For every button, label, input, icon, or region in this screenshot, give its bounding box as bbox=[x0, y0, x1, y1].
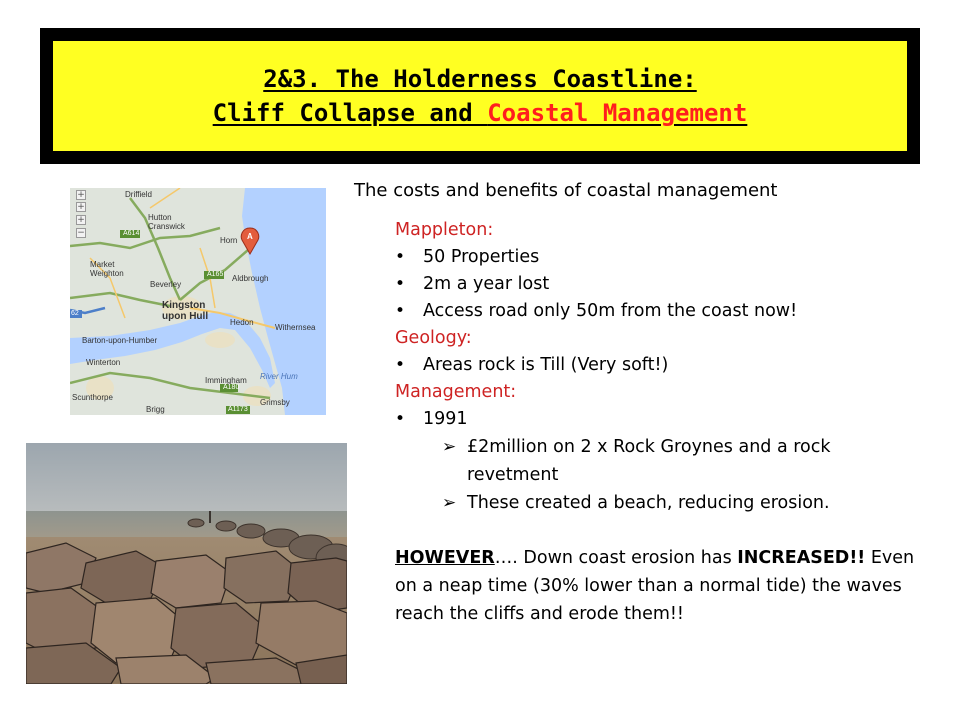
arrow-bullet-icon: ➢ bbox=[442, 493, 457, 513]
list-item: • 50 Properties bbox=[395, 244, 925, 271]
map-label-hutton-cranswick: Hutton Cranswick bbox=[148, 213, 185, 231]
list-item: • 1991 bbox=[395, 406, 925, 433]
map-label-barton: Barton-upon-Humber bbox=[82, 336, 158, 345]
arrow-bullet-icon: ➢ bbox=[442, 437, 457, 457]
geology-heading: Geology: bbox=[395, 328, 472, 348]
holderness-map-image bbox=[70, 188, 326, 415]
map-road-a165: A165 bbox=[207, 271, 224, 278]
map-road-a1173: A1173 bbox=[228, 406, 248, 413]
sub-list-item bbox=[395, 433, 925, 489]
map-label-hedon: Hedon bbox=[230, 318, 254, 327]
map-label-hornsea: Horn bbox=[220, 236, 238, 245]
sub-list-item-text: £2million on 2 x Rock Groynes and a rock revetment bbox=[467, 437, 831, 485]
map-zoom-out-button[interactable]: − bbox=[77, 228, 85, 238]
however-lead: HOWEVER bbox=[395, 548, 495, 568]
title-line-2-prefix: Cliff Collapse and bbox=[212, 99, 488, 127]
photo-graphic bbox=[26, 443, 347, 684]
map-marker-label: A bbox=[247, 232, 253, 241]
map-road-62: 62 bbox=[71, 310, 79, 317]
map-zoom-in-button[interactable]: + bbox=[77, 215, 85, 225]
map-label-immingham: Immingham bbox=[205, 376, 247, 385]
map-label-aldbrough: Aldbrough bbox=[232, 274, 269, 283]
list-item: • Access road only 50m from the coast now! bbox=[395, 298, 925, 325]
map-label-beverley: Beverley bbox=[150, 280, 182, 289]
map-pan-control[interactable]: + bbox=[77, 190, 85, 200]
rock-revetment-photo bbox=[26, 443, 347, 684]
however-emphasis: INCREASED!! bbox=[737, 548, 866, 568]
title-box bbox=[53, 41, 907, 151]
map-label-hull: Kingston upon Hull bbox=[162, 300, 209, 322]
sub-list-item-text: These created a beach, reducing erosion. bbox=[467, 493, 830, 513]
content-body bbox=[395, 217, 925, 628]
title-line-2 bbox=[213, 96, 748, 130]
slide-subtitle: The costs and benefits of coastal management bbox=[354, 180, 778, 201]
mappleton-list bbox=[395, 244, 925, 325]
management-heading: Management: bbox=[395, 382, 517, 402]
however-rest: Even on a neap time (30% lower than a normal tide) the waves reach the cliffs and erode them!! bbox=[395, 548, 915, 624]
list-item: • 2m a year lost bbox=[395, 271, 925, 298]
map-label-grimsby: Grimsby bbox=[260, 398, 290, 407]
map-label-scunthorpe: Scunthorpe bbox=[72, 393, 113, 402]
map-label-river-humber: River Hum bbox=[260, 372, 298, 381]
however-ellipsis: …. Down coast erosion has bbox=[494, 548, 738, 568]
title-line-2-accent: Coastal Management bbox=[487, 99, 748, 127]
map-road-a180: A180 bbox=[223, 384, 240, 391]
mappleton-heading: Mappleton: bbox=[395, 220, 494, 240]
map-label-market-weighton: Market Weighton bbox=[90, 260, 124, 278]
map-label-brigg: Brigg bbox=[146, 405, 165, 414]
map-zoom-control[interactable]: + bbox=[77, 202, 85, 212]
management-list bbox=[395, 406, 925, 433]
map-label-winterton: Winterton bbox=[86, 358, 121, 367]
list-item: • Areas rock is Till (Very soft!) bbox=[395, 352, 925, 379]
map-label-withernsea: Withernsea bbox=[275, 323, 316, 332]
sub-list-item bbox=[395, 489, 925, 517]
map-road-a614: A614 bbox=[123, 230, 140, 237]
map-label-driffield: Driffield bbox=[125, 190, 152, 199]
however-paragraph bbox=[395, 544, 925, 628]
title-line-1: 2&3. The Holderness Coastline: bbox=[263, 65, 697, 93]
management-sub-list bbox=[395, 433, 925, 517]
geology-list bbox=[395, 352, 925, 379]
title-banner bbox=[40, 28, 920, 164]
